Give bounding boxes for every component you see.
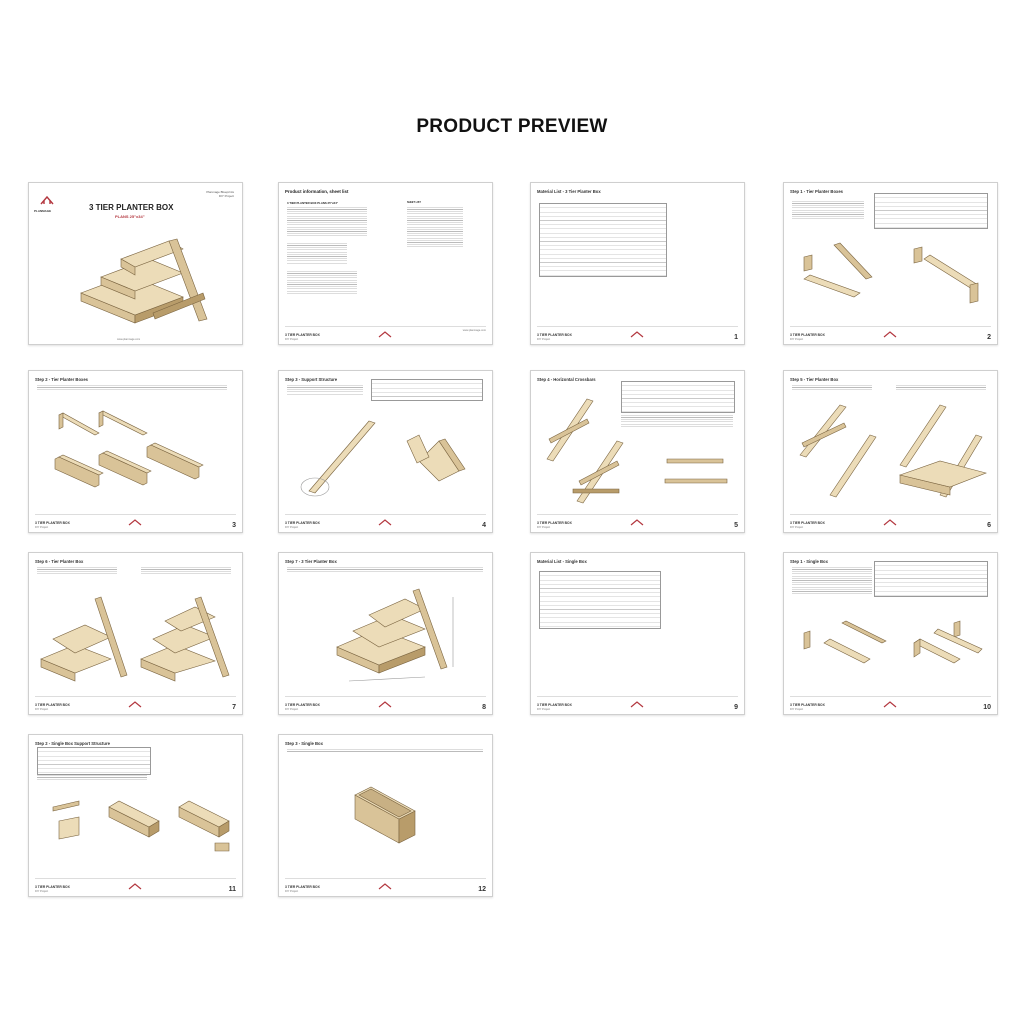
footer-product: 3 TIER PLANTER BOX [285,521,320,525]
footer-project: DIY Project [790,526,804,529]
step-text-left [792,385,872,391]
footer-divider [790,326,991,327]
info-page[interactable] [278,182,493,345]
info-sizes-text [287,271,357,295]
sheet-number: 8 [482,704,486,711]
footer-project: DIY Project [790,708,804,711]
board-assembly-illustration [794,239,990,319]
footer-product: 3 TIER PLANTER BOX [35,703,70,707]
footer-divider [790,514,991,515]
sheet-title: Step 2 - Tier Planter Boxes [35,377,88,382]
sheet-list-label: SHEET LIST [407,201,421,204]
two-tier-assembly-illustration [35,579,235,689]
sheet-number: 12 [478,886,486,893]
sheet-page-12[interactable] [278,734,493,897]
sheet-page-11[interactable] [28,734,243,897]
planmage-logo-icon [125,700,145,711]
cover-footer-url: www.planmage.com [117,338,141,341]
parts-table [874,193,988,229]
info-body-text [287,207,367,237]
planmage-logo-icon [627,700,647,711]
footer-product: 3 TIER PLANTER BOX [537,703,572,707]
info-page-subtitle: 3 TIER PLANTER BOX PLANS 25"x34" [287,201,338,205]
sheet-page-3[interactable] [28,370,243,533]
sheet-list-items [407,207,463,247]
planmage-logo-icon [375,882,395,893]
footer-product: 3 TIER PLANTER BOX [790,703,825,707]
footer-divider [285,326,486,327]
sheet-page-4[interactable] [278,370,493,533]
sheet-number: 10 [983,704,991,711]
footer-product: 3 TIER PLANTER BOX [35,521,70,525]
footer-project: DIY Project [790,338,804,341]
sheet-number: 11 [228,886,236,893]
support-leg-illustration [289,401,485,505]
footer-project: DIY Project [35,708,49,711]
material-table [539,203,667,277]
three-tier-planter-illustration [73,223,213,327]
cover-tagline: Planmage Blueprints [206,190,234,194]
sheet-number: 1 [734,334,738,341]
footer-divider [35,514,236,515]
sheet-title: Material List - 3 Tier Planter Box [537,189,601,194]
page-heading: PRODUCT PREVIEW [416,116,608,137]
step-text [287,385,363,395]
sheet-number: 9 [734,704,738,711]
step-text [792,201,864,219]
frames-with-box-illustration [790,395,990,507]
planmage-logo-icon [37,194,61,210]
sheet-number: 4 [482,522,486,529]
footer-project: DIY Project [537,338,551,341]
footer-project: DIY Project [285,890,299,893]
footer-project: DIY Project [537,708,551,711]
cover-page[interactable] [28,182,243,345]
footer-divider [537,326,738,327]
planmage-logo-icon [880,700,900,711]
sheet-page-5[interactable] [530,370,745,533]
step-text [287,567,483,573]
single-box-parts-illustration [794,603,990,689]
planmage-logo-icon [125,518,145,529]
cover-brand: PLANMAGE [34,209,52,213]
info-page-title: Product information, sheet list [285,189,349,194]
parts-table [371,379,483,401]
planmage-logo-icon [880,518,900,529]
sheet-number: 5 [734,522,738,529]
planmage-logo-icon [627,330,647,341]
footer-project: DIY Project [285,708,299,711]
single-box-illustration [349,775,429,851]
step-text [37,775,147,781]
footer-divider [537,696,738,697]
footer-product: 3 TIER PLANTER BOX [790,333,825,337]
step-text [287,749,483,753]
parts-table [874,561,988,597]
sheet-title: Step 4 - Horizontal Crossbars [537,377,596,382]
sheet-number: 2 [987,334,991,341]
planmage-logo-icon [375,330,395,341]
sheet-number: 3 [232,522,236,529]
footer-product: 3 TIER PLANTER BOX [537,521,572,525]
single-box-support-illustration [39,787,235,871]
sheet-page-7[interactable] [28,552,243,715]
footer-project: DIY Project [35,526,49,529]
sheet-page-1[interactable] [530,182,745,345]
cover-meta [206,190,234,198]
footer-product: 3 TIER PLANTER BOX [537,333,572,337]
footer-divider [537,514,738,515]
sheet-title: Step 1 - Single Box [790,559,828,564]
step-text-right [141,567,231,575]
sheet-title: Step 3 - Single Box [285,741,323,746]
cover-subtitle: PLANS 25"x34" [115,214,145,219]
cover-project: DIY Project [218,194,234,198]
sheet-page-9[interactable] [530,552,745,715]
open-boxes-illustration [39,395,235,505]
footer-product: 3 TIER PLANTER BOX [285,885,320,889]
crossbar-frames-illustration [537,389,737,507]
footer-project: DIY Project [285,526,299,529]
footer-product: 3 TIER PLANTER BOX [285,703,320,707]
sheet-title: Step 1 - Tier Planter Boxes [790,189,843,194]
footer-divider [35,696,236,697]
footer-product: 3 TIER PLANTER BOX [35,885,70,889]
final-planter-dimensioned-illustration [329,577,459,689]
step-text [792,567,872,595]
sheet-page-2[interactable] [783,182,998,345]
sheet-number: 7 [232,704,236,711]
sheet-page-6[interactable] [783,370,998,533]
footer-product: 3 TIER PLANTER BOX [790,521,825,525]
sheet-title: Step 5 - Tier Planter Box [790,377,839,382]
planmage-logo-icon [627,518,647,529]
footer-divider [285,696,486,697]
footer-project: DIY Project [35,890,49,893]
footer-divider [35,878,236,879]
step-text [37,385,227,391]
footer-project: DIY Project [537,526,551,529]
parts-table [37,747,151,775]
info-included-text [287,243,347,265]
footer-divider [790,696,991,697]
footer-divider [285,514,486,515]
sheet-page-10[interactable] [783,552,998,715]
sheet-title: Step 7 - 3 Tier Planter Box [285,559,337,564]
sheet-title: Step 3 - Support Structure [285,377,338,382]
step-text-right [896,385,986,391]
footer-divider [285,878,486,879]
sheet-title: Step 2 - Single Box Support Structure [35,741,110,746]
footer-url: www.planmage.com [462,329,486,332]
sheet-title: Material List - Single Box [537,559,587,564]
footer-project: DIY Project [285,338,299,341]
step-text-left [37,567,117,575]
planmage-logo-icon [880,330,900,341]
material-table [539,571,661,629]
cover-title: 3 TIER PLANTER BOX [89,203,174,212]
sheet-number: 6 [987,522,991,529]
sheet-title: Step 6 - Tier Planter Box [35,559,84,564]
sheet-page-8[interactable] [278,552,493,715]
planmage-logo-icon [375,518,395,529]
footer-product: 3 TIER PLANTER BOX [285,333,320,337]
planmage-logo-icon [375,700,395,711]
planmage-logo-icon [125,882,145,893]
